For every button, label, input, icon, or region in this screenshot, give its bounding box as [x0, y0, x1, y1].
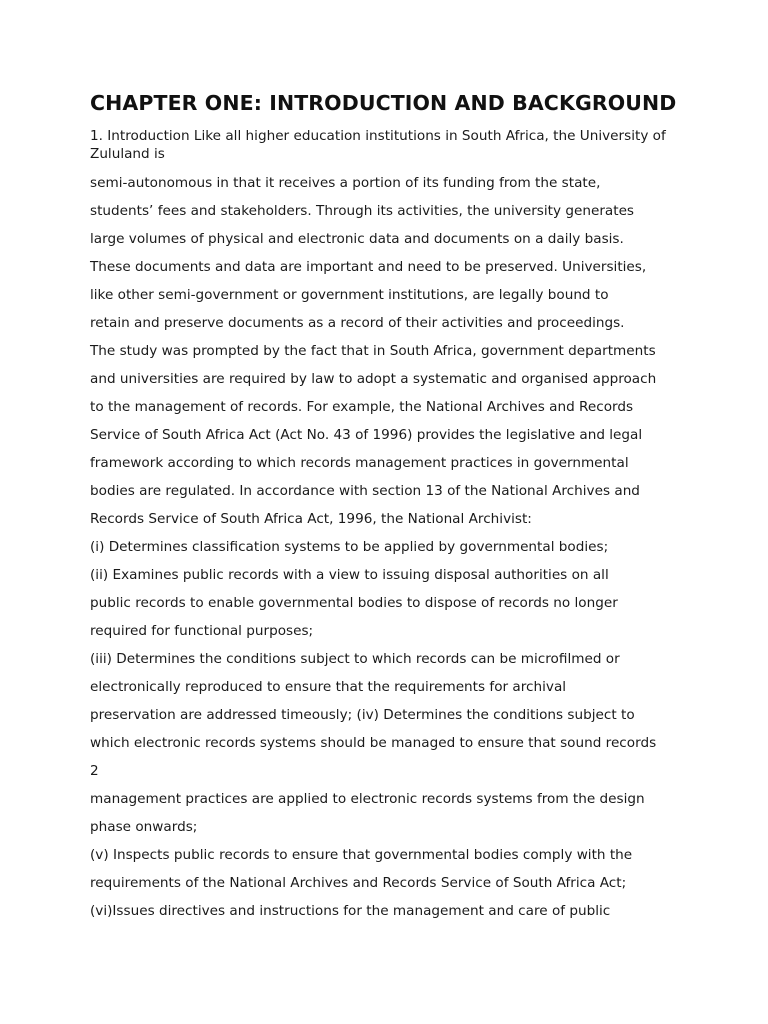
text-line: like other semi-government or government institutions, are legally bound to: [90, 287, 609, 303]
intro-paragraph: 1. Introduction Like all higher education institutions in South Africa, the University of Zululand is: [90, 128, 666, 162]
text-line: (vi)Issues directives and instructions for the management and care of public: [90, 903, 611, 919]
text-line: electronically reproduced to ensure that the requirements for archival: [90, 679, 567, 695]
text-line: preservation are addressed timeously; (iv) Determines the conditions subject to: [90, 707, 635, 723]
text-line: and universities are required by law to adopt a systematic and organised approach: [90, 371, 657, 387]
text-line: semi-autonomous in that it receives a portion of its funding from the state,: [90, 175, 601, 191]
page-number: 2: [90, 763, 99, 779]
body-text: [90, 174, 656, 930]
text-line: (iii) Determines the conditions subject to which records can be microfilmed or: [90, 651, 620, 667]
text-line: retain and preserve documents as a record of their activities and proceedings.: [90, 315, 625, 331]
text-line: which electronic records systems should be managed to ensure that sound records: [90, 735, 657, 751]
text-line: (ii) Examines public records with a view to issuing disposal authorities on all: [90, 567, 609, 583]
text-line: management practices are applied to electronic records systems from the design: [90, 791, 645, 807]
text-line: to the management of records. For example, the National Archives and Records: [90, 399, 634, 415]
text-line: Records Service of South Africa Act, 1996, the National Archivist:: [90, 511, 532, 527]
text-line: The study was prompted by the fact that in South Africa, government departments: [90, 343, 656, 359]
text-line: These documents and data are important and need to be preserved. Universities,: [90, 259, 647, 275]
text-line: students’ fees and stakeholders. Through its activities, the university generates: [90, 203, 635, 219]
text-line: required for functional purposes;: [90, 623, 314, 639]
text-line: requirements of the National Archives and Records Service of South Africa Act;: [90, 875, 627, 891]
text-line: Service of South Africa Act (Act No. 43 of 1996) provides the legislative and legal: [90, 427, 643, 443]
text-line: (i) Determines classification systems to be applied by governmental bodies;: [90, 539, 609, 555]
text-line: large volumes of physical and electronic data and documents on a daily basis.: [90, 231, 624, 247]
text-line: phase onwards;: [90, 819, 198, 835]
text-line: (v) Inspects public records to ensure that governmental bodies comply with the: [90, 847, 633, 863]
text-line: public records to enable governmental bodies to dispose of records no longer: [90, 595, 618, 611]
text-line: bodies are regulated. In accordance with section 13 of the National Archives and: [90, 483, 640, 499]
chapter-heading: CHAPTER ONE: INTRODUCTION AND BACKGROUND: [90, 91, 677, 115]
text-line: framework according to which records management practices in governmental: [90, 455, 629, 471]
